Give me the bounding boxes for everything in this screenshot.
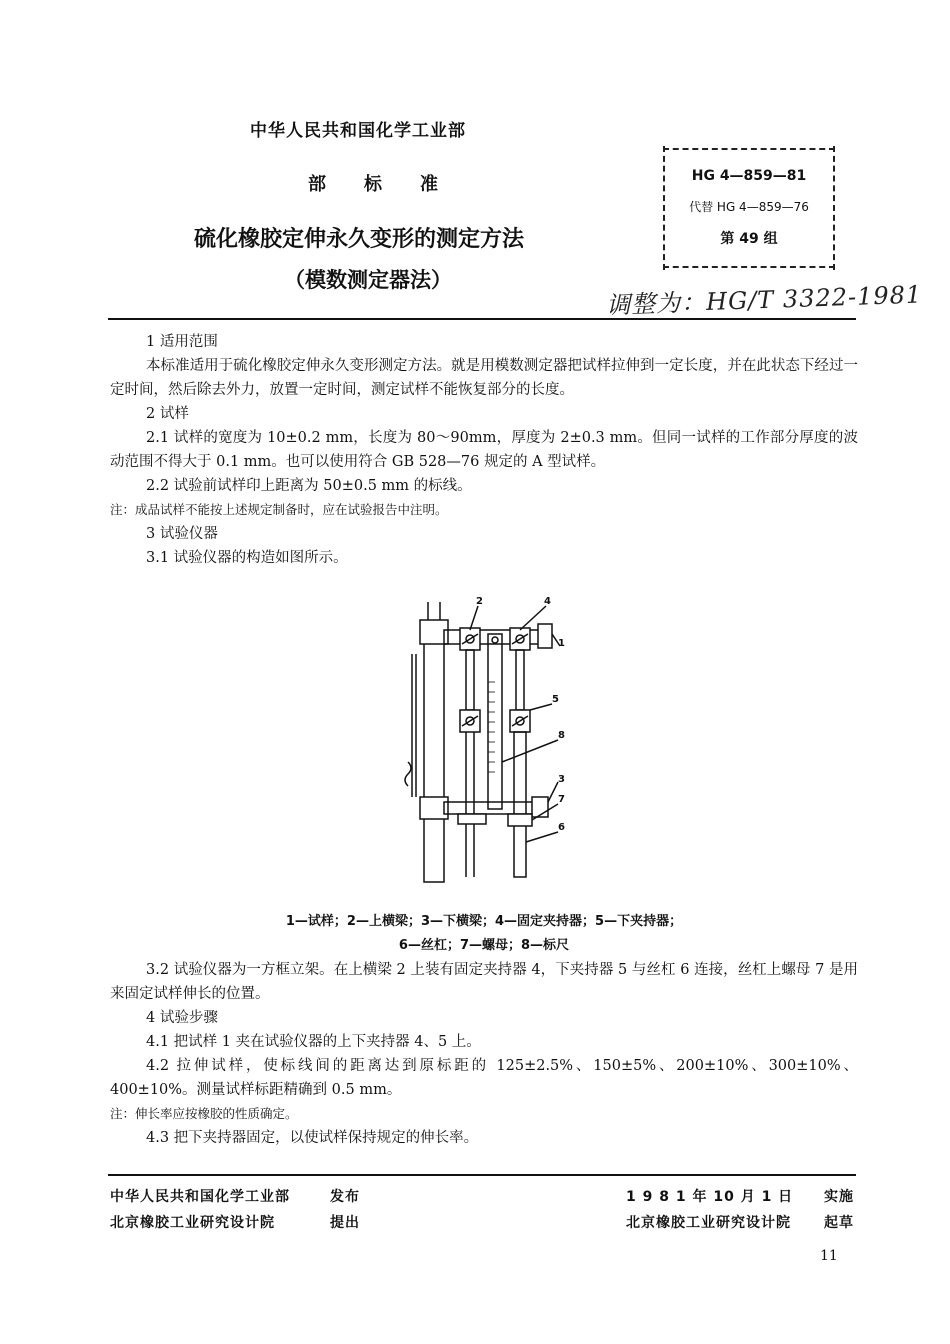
- figure-label: 2: [476, 596, 483, 607]
- figure-label: 6: [558, 822, 565, 833]
- section-heading: 3 试验仪器: [146, 526, 218, 542]
- footer-draft-word: 起草: [824, 1215, 854, 1231]
- paragraph: 2.1 试样的宽度为 10±0.2 mm，长度为 80～90mm，厚度为 2±0.3 mm。但同一试样的工作部分厚度的波动范围不得大于 0.1 mm。也可以使用符合 GB 528—76 规定的 A 型试样。: [110, 430, 858, 470]
- replaces-standard: 代替 HG 4—859—76: [689, 200, 809, 214]
- paragraph: 3.1 试验仪器的构造如图所示。: [146, 550, 348, 566]
- body-part-1: [110, 330, 858, 570]
- footer-drafter: 北京橡胶工业研究设计院: [626, 1215, 791, 1231]
- figure-caption-line-1: 1—试样；2—上横梁；3—下横梁；4—固定夹持器；5—下夹持器；: [285, 914, 683, 929]
- document-title: 硫化橡胶定伸永久变形的测定方法: [194, 227, 525, 252]
- section-heading: 4 试验步骤: [146, 1010, 218, 1026]
- standard-group: 第 49 组: [720, 231, 778, 247]
- section-heading: 2 试样: [146, 406, 189, 422]
- footer-proposer: 北京橡胶工业研究设计院: [110, 1215, 275, 1231]
- footer-propose-word: 提出: [330, 1215, 360, 1231]
- paragraph: 4.3 把下夹持器固定，以使试样保持规定的伸长率。: [146, 1130, 479, 1146]
- paragraph: 本标准适用于硫化橡胶定伸永久变形测定方法。就是用模数测定器把试样拉伸到一定长度，并在此状态下经过一定时间，然后除去外力，放置一定时间，测定试样不能恢复部分的长度。: [110, 358, 858, 398]
- document-subtitle: （模数测定器法）: [284, 268, 452, 292]
- figure-label: 1: [558, 638, 565, 649]
- standard-type: 部标准: [308, 174, 476, 195]
- apparatus-figure: [398, 592, 598, 902]
- figure-label: 8: [558, 730, 565, 741]
- ministry-heading: 中华人民共和国化学工业部: [250, 121, 466, 141]
- paragraph: 2.2 试验前试样印上距离为 50±0.5 mm 的标线。: [146, 478, 472, 494]
- footer-implement-word: 实施: [824, 1189, 854, 1205]
- figure-label: 4: [544, 596, 551, 607]
- figure-caption-line-2: 6—丝杠；7—螺母；8—标尺: [398, 938, 570, 953]
- paragraph: 4.2 拉伸试样，使标线间的距离达到原标距的 125±2.5%、150±5%、200±10%、300±10%、400±10%。测量试样标距精确到 0.5 mm。: [110, 1058, 858, 1098]
- footer-divider: [108, 1174, 856, 1176]
- footer-issue-word: 发布: [330, 1189, 360, 1205]
- standard-number-box: [663, 148, 835, 268]
- footer-issuer: 中华人民共和国化学工业部: [110, 1189, 290, 1205]
- page-number: 11: [820, 1248, 838, 1264]
- footer-date: 1 9 8 1 年 10 月 1 日: [626, 1189, 794, 1205]
- paragraph: 4.1 把试样 1 夹在试验仪器的上下夹持器 4、5 上。: [146, 1034, 481, 1050]
- note: 注：伸长率应按橡胶的性质确定。: [110, 1106, 298, 1121]
- figure-label: 7: [558, 794, 565, 805]
- standard-number: HG 4—859—81: [691, 168, 807, 184]
- header-divider: [108, 318, 856, 320]
- note: 注：成品试样不能按上述规定制备时，应在试验报告中注明。: [110, 502, 448, 517]
- figure-label: 5: [552, 694, 559, 705]
- paragraph: 3.2 试验仪器为一方框立架。在上横梁 2 上装有固定夹持器 4，下夹持器 5 与丝杠 6 连接，丝杠上螺母 7 是用来固定试样伸长的位置。: [110, 962, 858, 1002]
- figure-label: 3: [558, 774, 565, 785]
- section-heading: 1 适用范围: [146, 334, 218, 350]
- body-part-2: [110, 958, 858, 1150]
- handwritten-note: 调整为：HG/T 3322-1981: [605, 280, 923, 320]
